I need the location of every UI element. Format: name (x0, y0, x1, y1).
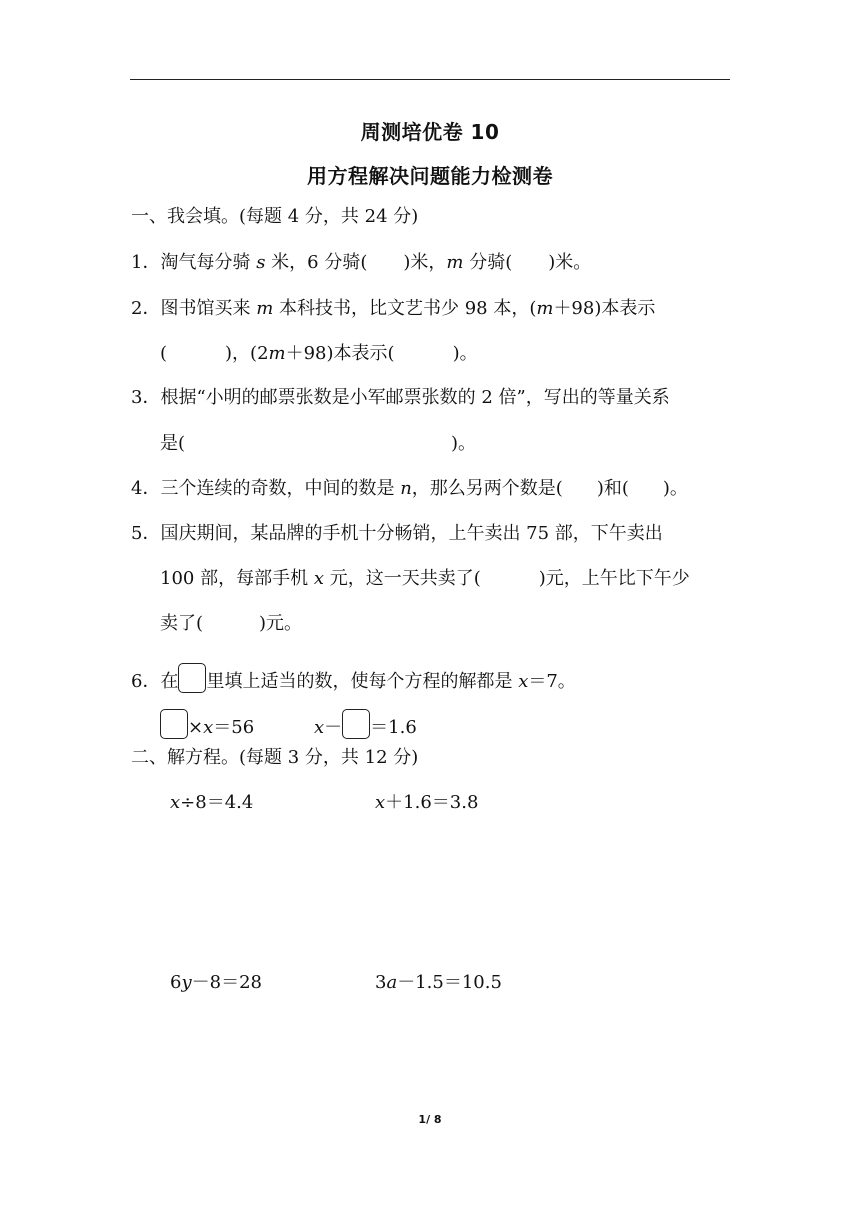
question-number: 2． (131, 298, 161, 319)
worksheet-subtitle: 用方程解决问题能力检测卷 (307, 164, 553, 188)
question-5-line-2: 100 部，每部手机 x 元，这一天共卖了( )元，上午比下午少 (160, 568, 690, 589)
section-2-heading: 二、解方程。(每题 3 分，共 12 分) (131, 747, 419, 768)
answer-box[interactable] (160, 709, 188, 739)
question-number: 3． (131, 387, 161, 408)
equation-2: x＋1.6＝3.8 (375, 792, 479, 813)
question-6: 6．在 里填上适当的数，使每个方程的解都是 x＝7。 (131, 663, 576, 694)
question-number: 1． (131, 252, 161, 273)
question-number: 6． (131, 671, 161, 692)
equation-4: 3a－1.5＝10.5 (375, 972, 502, 993)
question-3: 3．根据“小明的邮票张数是小军邮票张数的 2 倍”，写出的等量关系 (131, 387, 670, 408)
question-number: 4． (131, 478, 161, 499)
question-5: 5．国庆期间，某品牌的手机十分畅销，上午卖出 75 部，下午卖出 (131, 523, 663, 544)
question-number: 5． (131, 523, 161, 544)
equation-3: 6y－8＝28 (170, 972, 262, 993)
worksheet-title: 周测培优卷 10 (360, 120, 500, 144)
page-number: 1/ 8 (418, 1113, 442, 1126)
question-1: 1．淘气每分骑 s 米，6 分骑( )米，m 分骑( )米。 (131, 252, 592, 273)
question-4: 4．三个连续的奇数，中间的数是 n，那么另两个数是( )和( )。 (131, 478, 688, 499)
equation-1: x÷8＝4.4 (170, 792, 254, 813)
header-rule (130, 79, 730, 80)
answer-box[interactable] (342, 709, 370, 739)
equation-fill-2: x－ ＝1.6 (314, 709, 417, 740)
question-5-line-3: 卖了( )元。 (160, 613, 303, 634)
section-1-heading: 一、我会填。(每题 4 分，共 24 分) (131, 206, 419, 227)
question-3-line-2: 是( )。 (160, 433, 477, 454)
answer-box-example (178, 663, 206, 693)
equation-fill-1: ×x＝56 (160, 709, 254, 740)
question-2: 2．图书馆买来 m 本科技书，比文艺书少 98 本，(m＋98)本表示 (131, 298, 656, 319)
question-2-line-2: ( )，(2m＋98)本表示( )。 (160, 343, 478, 364)
